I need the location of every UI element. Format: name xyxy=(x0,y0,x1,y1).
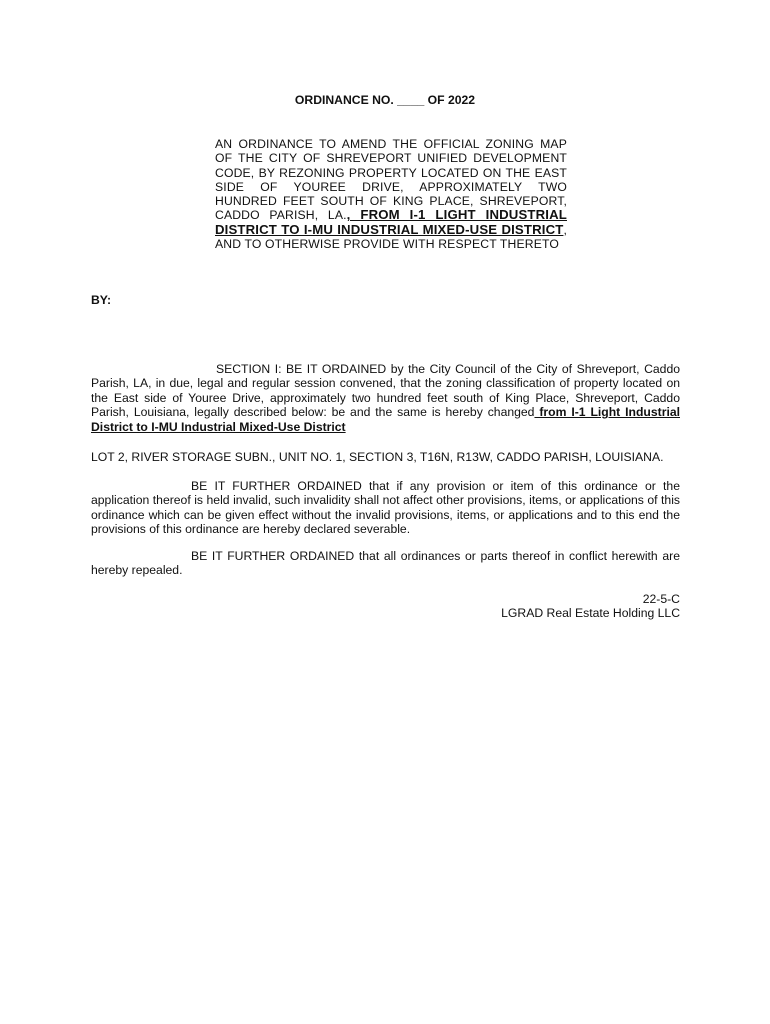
case-number: 22-5-C xyxy=(642,592,680,606)
section-1-paragraph xyxy=(91,362,680,434)
caption-closing: , AND TO OTHERWISE PROVIDE WITH RESPECT THERETO xyxy=(215,222,567,252)
ordinance-title: ORDINANCE NO. ____ OF 2022 xyxy=(294,93,476,107)
severability-paragraph xyxy=(91,479,680,537)
document-footer xyxy=(501,592,680,621)
by-label: BY: xyxy=(91,293,112,307)
severability-text: BE IT FURTHER ORDAINED that if any provision or item of this ordinance or the application thereof is held invalid, such invalidity shall not affect other provisions, items, or applications of this ordinance which can be given effect without the invalid provisions, items, or applications and to this end the provisions of this ordinance are hereby declared severable. xyxy=(91,479,680,537)
ordinance-caption xyxy=(215,137,567,251)
section-1-text: SECTION I: BE IT ORDAINED by the City Council of the City of Shreveport, Caddo Parish, LA, in due, legal and regular session convened, that the zoning classification of property located on the East side of Youree Drive, approximately two hundred feet south of King Place, Shreveport, Caddo Parish, Louisiana, legally described below: be and the same is hereby changed xyxy=(91,362,680,420)
caption-text: AN ORDINANCE TO AMEND THE OFFICIAL ZONING MAP OF THE CITY OF SHREVEPORT UNIFIED DEVELOPMENT CODE, BY REZONING PROPERTY LOCATED ON THE EAST SIDE OF YOUREE DRIVE, APPROXIMATELY TWO HUNDRED FEET SOUTH OF KING PLACE, SHREVEPORT, CADDO PARISH, LA. xyxy=(215,137,567,223)
legal-description: LOT 2, RIVER STORAGE SUBN., UNIT NO. 1, SECTION 3, T16N, R13W, CADDO PARISH, LOUISIANA. xyxy=(91,450,664,464)
repeal-paragraph xyxy=(91,549,680,578)
repeal-text: BE IT FURTHER ORDAINED that all ordinances or parts thereof in conflict herewith are hereby repealed. xyxy=(91,549,680,578)
caption-zoning-change: , FROM I-1 LIGHT INDUSTRIAL DISTRICT TO I-MU INDUSTRIAL MIXED-USE DISTRICT xyxy=(215,207,567,237)
section-1-zoning-change: from I-1 Light Industrial District to I-MU Industrial Mixed-Use District xyxy=(91,405,680,434)
applicant-name: LGRAD Real Estate Holding LLC xyxy=(501,606,680,621)
